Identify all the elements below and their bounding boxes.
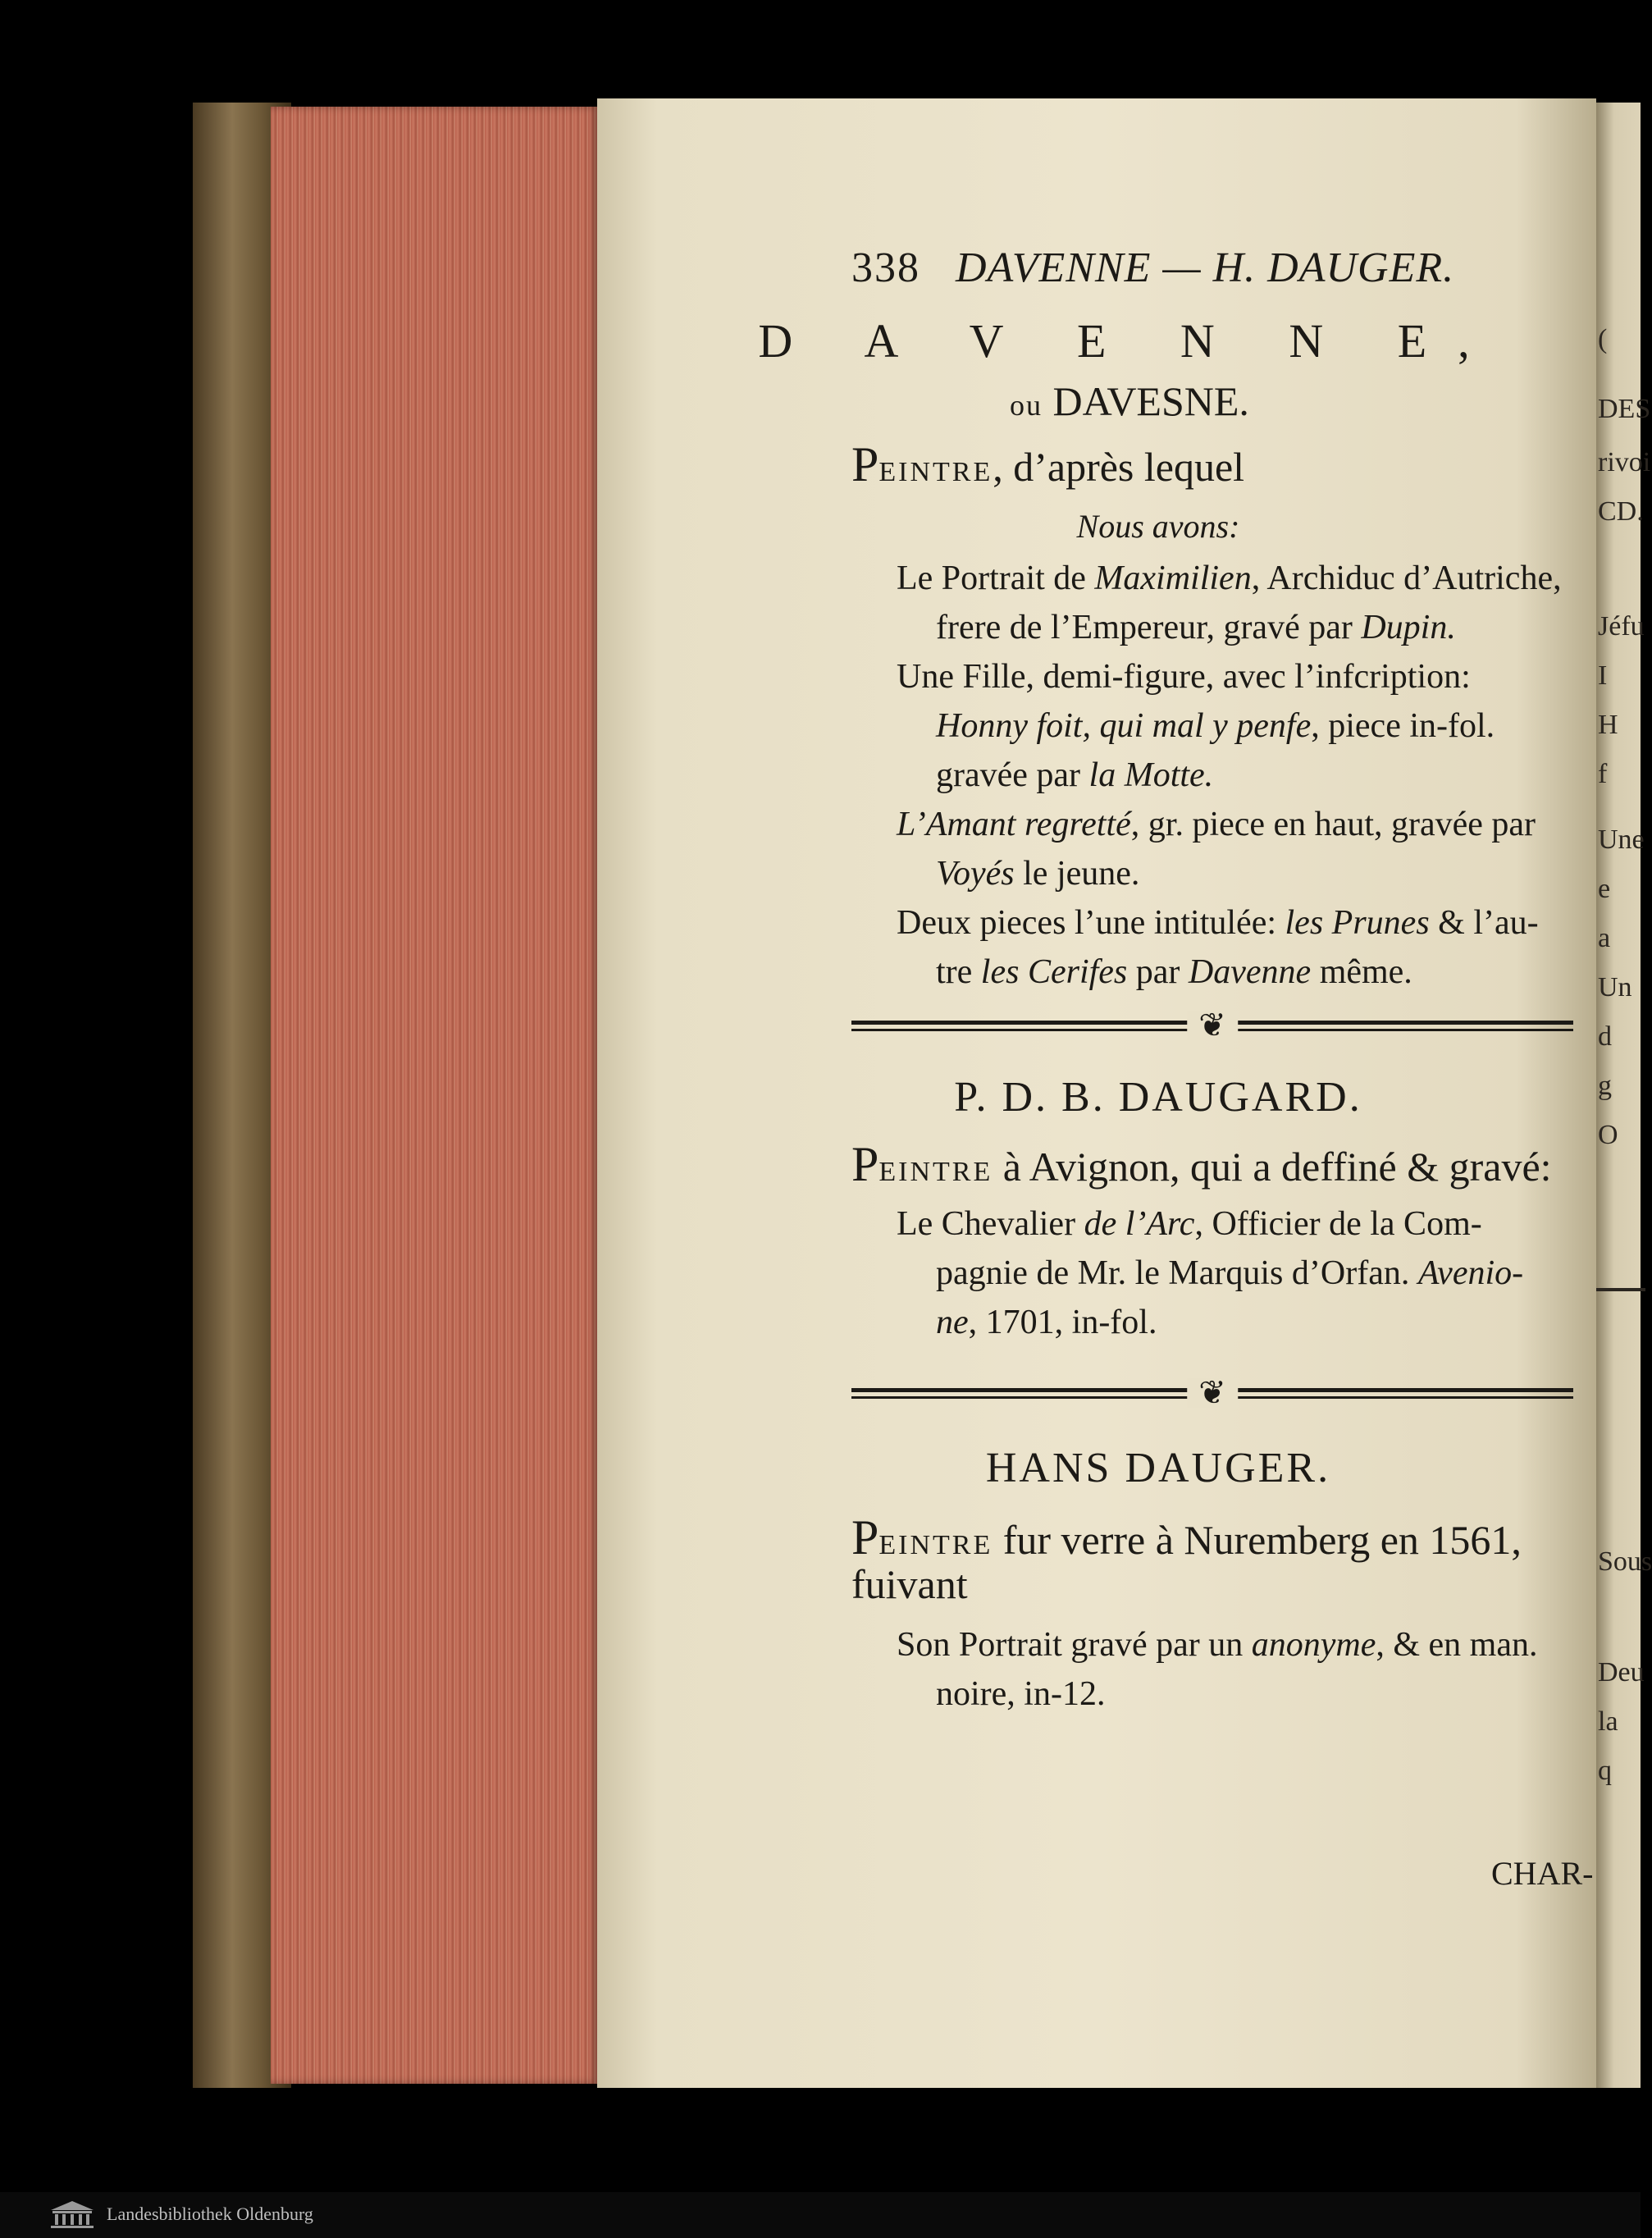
library-footer [0,2192,1641,2238]
entry-italic: de l’Arc [1084,1205,1195,1243]
entry-text: Son Portrait gravé par un [897,1626,1252,1664]
entry-text: Une Fille, demi-figure, avec l’infcription: [897,658,1471,696]
entry-text: , & en man. [1376,1626,1538,1664]
next-page-fragment: rivoi [1598,447,1651,477]
next-page-fragment: Deu [1598,1657,1645,1688]
subtitle-prefix: ou [1010,389,1043,422]
next-page-fragment: Un [1598,972,1632,1003]
running-header [851,244,1549,292]
dauger-lead [851,1510,1522,1566]
subtitle-name: DAVESNE. [1052,378,1249,424]
library-building-icon [48,2199,97,2230]
next-page-fragment: Sous [1598,1546,1652,1577]
lead-smallcaps: EINTRE [878,1530,993,1560]
entry-text: frere de l’Empereur, gravé par [936,609,1362,646]
lead-smallcaps: EINTRE [878,1157,993,1187]
entry-text: même. [1311,953,1412,991]
dauger-lead-line2: fuivant [851,1561,968,1607]
dauger-entry [897,1620,1594,1719]
entry-text: pagnie de Mr. le Marquis d’Orfan. [936,1254,1418,1292]
drop-cap: P [851,437,879,491]
running-title: DAVENNE — H. DAUGER. [956,244,1455,291]
section-divider-2 [851,1374,1573,1411]
entry-text: le jeune. [1014,855,1140,893]
next-page-fragment: d [1598,1021,1612,1052]
entry-italic: Maximilien [1094,560,1252,597]
entry-italic: L’Amant regretté [897,806,1131,843]
next-page-fragment: f [1598,759,1608,789]
ornament-icon: ❦ [1187,1011,1238,1040]
entry-italic: les Prunes [1285,904,1430,942]
next-page-fragment: DES [1598,394,1651,424]
drop-cap: P [851,1137,879,1191]
entry-italic: Voyés [936,855,1015,893]
next-page-fragment: la [1598,1706,1618,1737]
entry-text: , piece in-fol. [1311,707,1495,745]
entry-text: par [1127,953,1189,991]
dauger-title: HANS DAUGER. [985,1445,1331,1491]
next-page-fragment: a [1598,923,1611,953]
lead-text: à Avignon, qui a deffiné & gravé: [993,1144,1552,1190]
entry-italic: Honny foit, qui mal y penfe [936,707,1312,745]
next-page-edge [1596,103,1652,2088]
entry-italic: Dupin. [1361,609,1456,646]
next-page-fragment: e [1598,874,1611,904]
next-page-fragment: Jéfu [1598,611,1645,642]
entry-text: Deux pieces l’une intitulée: [897,904,1285,942]
lead-smallcaps: EINTRE [878,457,993,487]
next-page-fragment: CD. [1598,496,1644,527]
entry-text: , Officier de la Com- [1194,1205,1482,1243]
entry-italic: la Motte. [1088,756,1214,794]
daugard-entry [897,1199,1594,1347]
section-divider-1 [851,1007,1573,1044]
lead-text: fur verre à Nuremberg en 1561, [993,1517,1522,1563]
next-page-fragment: ( [1598,324,1608,354]
entry-text: Le Chevalier [897,1205,1084,1243]
next-page-rule [1596,1288,1645,1291]
daugard-lead [851,1136,1552,1193]
drop-cap: P [851,1510,879,1564]
nous-avons: Nous avons: [1076,508,1240,545]
book-page [597,98,1596,2088]
next-page-fragment: O [1598,1120,1618,1150]
next-page-fragment: q [1598,1756,1612,1786]
davenne-entry-2 [897,652,1594,800]
next-page-fragment: I [1598,660,1608,691]
entry-italic: ne [936,1304,969,1341]
ornament-icon: ❦ [1187,1378,1238,1408]
entry-text: noire, in-12. [936,1675,1106,1713]
entry-text: & l’au- [1429,904,1539,942]
davenne-entry-4 [897,898,1594,997]
page-block-edge [271,107,599,2084]
entry-text: , Archiduc d’Autriche, [1251,560,1562,597]
entry-text: tre [936,953,981,991]
next-page-fragment: H [1598,710,1618,740]
davenne-entry-1 [897,554,1594,652]
entry-italic: anonyme [1251,1626,1376,1664]
davenne-entry-3 [897,800,1594,898]
next-page-fragment: Une [1598,824,1645,855]
entry-italic: Davenne [1188,953,1312,991]
entry-text: , 1701, in-fol. [968,1304,1157,1341]
entry-italic: Avenio- [1417,1254,1524,1292]
davenne-title: D A V E N N E, [758,314,1501,368]
lead-text: , d’après lequel [993,444,1245,490]
daugard-title: P. D. B. DAUGARD. [954,1074,1362,1121]
entry-text: , gr. piece en haut, gravée par [1130,806,1536,843]
page-number: 338 [851,244,920,291]
next-page-fragment: g [1598,1071,1612,1101]
library-name: Landesbibliothek Oldenburg [107,2204,313,2224]
davenne-lead [851,436,1244,493]
davenne-subtitle [597,377,1596,425]
entry-italic: les Cerifes [980,953,1128,991]
catchword: CHAR- [1491,1855,1594,1892]
entry-text: gravée par [936,756,1089,794]
entry-text: Le Portrait de [897,560,1095,597]
